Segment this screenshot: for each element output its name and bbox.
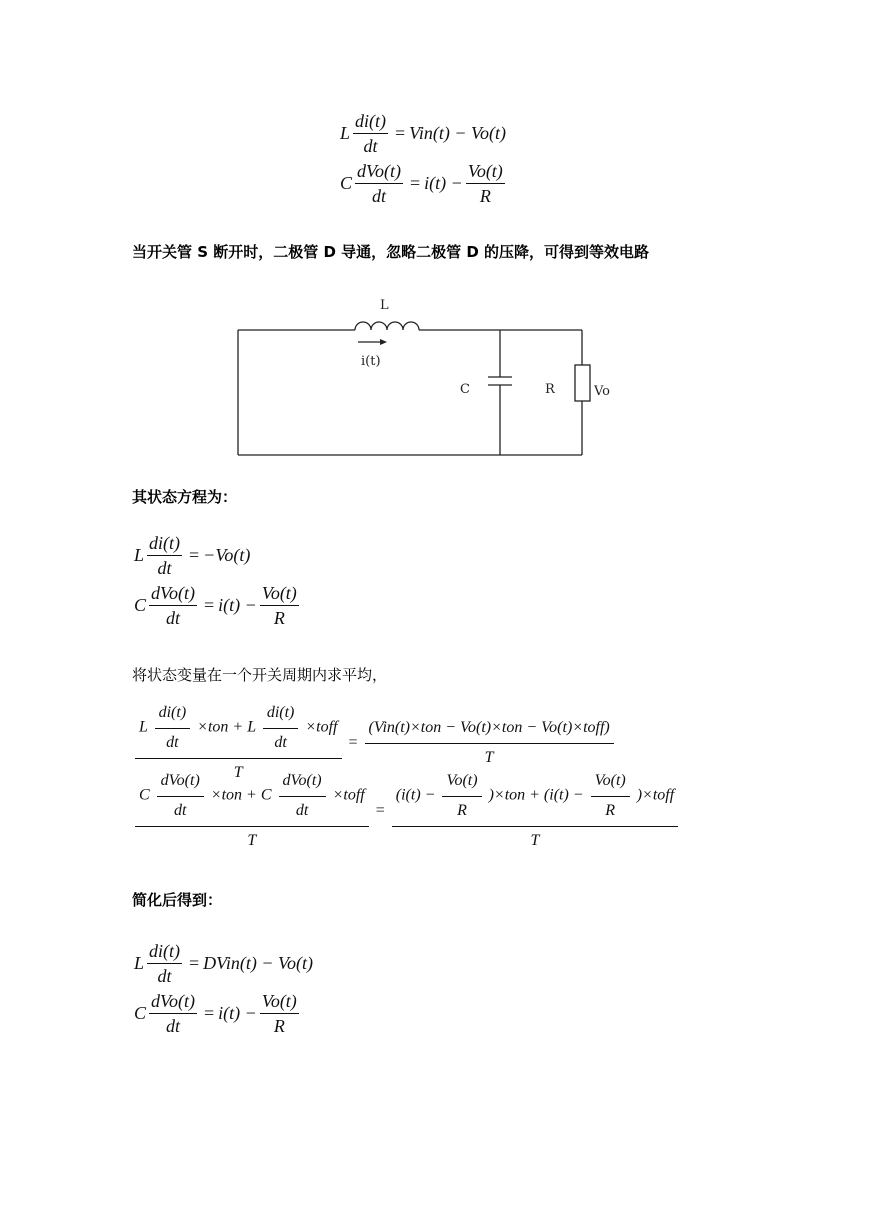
heading-simplified: 简化后得到：	[132, 891, 223, 909]
coef-C: C	[340, 172, 353, 193]
equation-inductor-on: L $\frac{di(t)}{dt}$ = Vin(t) − Vo(t)	[340, 110, 506, 156]
derivative-fraction: $\frac{\text{dVo(t)}}{dt}$	[357, 160, 402, 206]
rhs: Vin(t) − Vo(t)	[409, 122, 506, 143]
averaged-capacitor-equation: C $\frac{\text{dVo(t)}}{dt}$ ×ton + C $\frac{\text{dVo(t)}}{dt}$ ×toff T = (i(t) − $\frac{Vo(t)}{R}$ )×ton + (i(t) − $\frac{Vo(t)}{R}$ )×toff T	[132, 780, 681, 842]
derivative-fraction: $\frac{di(t)}{dt}$	[355, 110, 387, 156]
resistor-symbol	[575, 365, 590, 401]
heading-state-equations: 其状态方程为：	[132, 488, 238, 506]
capacitor-label: C	[460, 382, 470, 397]
coef-L: L	[340, 122, 351, 143]
current-arrow-head	[380, 339, 387, 345]
averaged-inductor-equation: L $\frac{di(t)}{dt}$ ×ton + L $\frac{di(t)}{dt}$ ×toff T = $\frac{\text{(Vin(t)×ton − Vo(t)×ton − Vo(t)×toff)}}{T}$	[132, 712, 681, 774]
equation-block-2	[134, 530, 302, 630]
load-current-fraction: $\frac{Vo(t)}{R}$	[467, 160, 503, 206]
equation-capacitor-off: C $\frac{\text{dVo(t)}}{dt}$ = i(t) − $\frac{Vo(t)}{R}$	[134, 582, 297, 628]
equation-block-simplified	[134, 938, 313, 1038]
simplified-capacitor-equation: C $\frac{\text{dVo(t)}}{dt}$ = i(t) − $\frac{Vo(t)}{R}$	[134, 990, 297, 1036]
equation-block-1	[340, 108, 508, 208]
resistor-label: R	[545, 382, 555, 397]
equation-block-averaged	[132, 704, 681, 849]
paragraph-averaging: 将状态变量在一个开关周期内求平均，	[132, 666, 388, 684]
inductor-symbol	[355, 322, 419, 330]
equation-inductor-off: L $\frac{di(t)}{dt}$ = −Vo(t)	[134, 532, 251, 578]
current-label: i(t)	[361, 354, 381, 369]
simplified-inductor-equation: L $\frac{di(t)}{dt}$ = DVin(t) − Vo(t)	[134, 940, 313, 986]
paragraph-switch-off: 当开关管 S 断开时，二极管 D 导通，忽略二极管 D 的压降，可得到等效电路	[132, 243, 650, 261]
output-voltage-label: Vo	[593, 384, 610, 399]
equivalent-circuit-diagram	[230, 285, 610, 465]
equation-capacitor-on: C $\frac{\text{dVo(t)}}{dt}$ = i(t) − $\frac{Vo(t)}{R}$	[340, 160, 503, 206]
inductor-label: L	[380, 298, 389, 313]
